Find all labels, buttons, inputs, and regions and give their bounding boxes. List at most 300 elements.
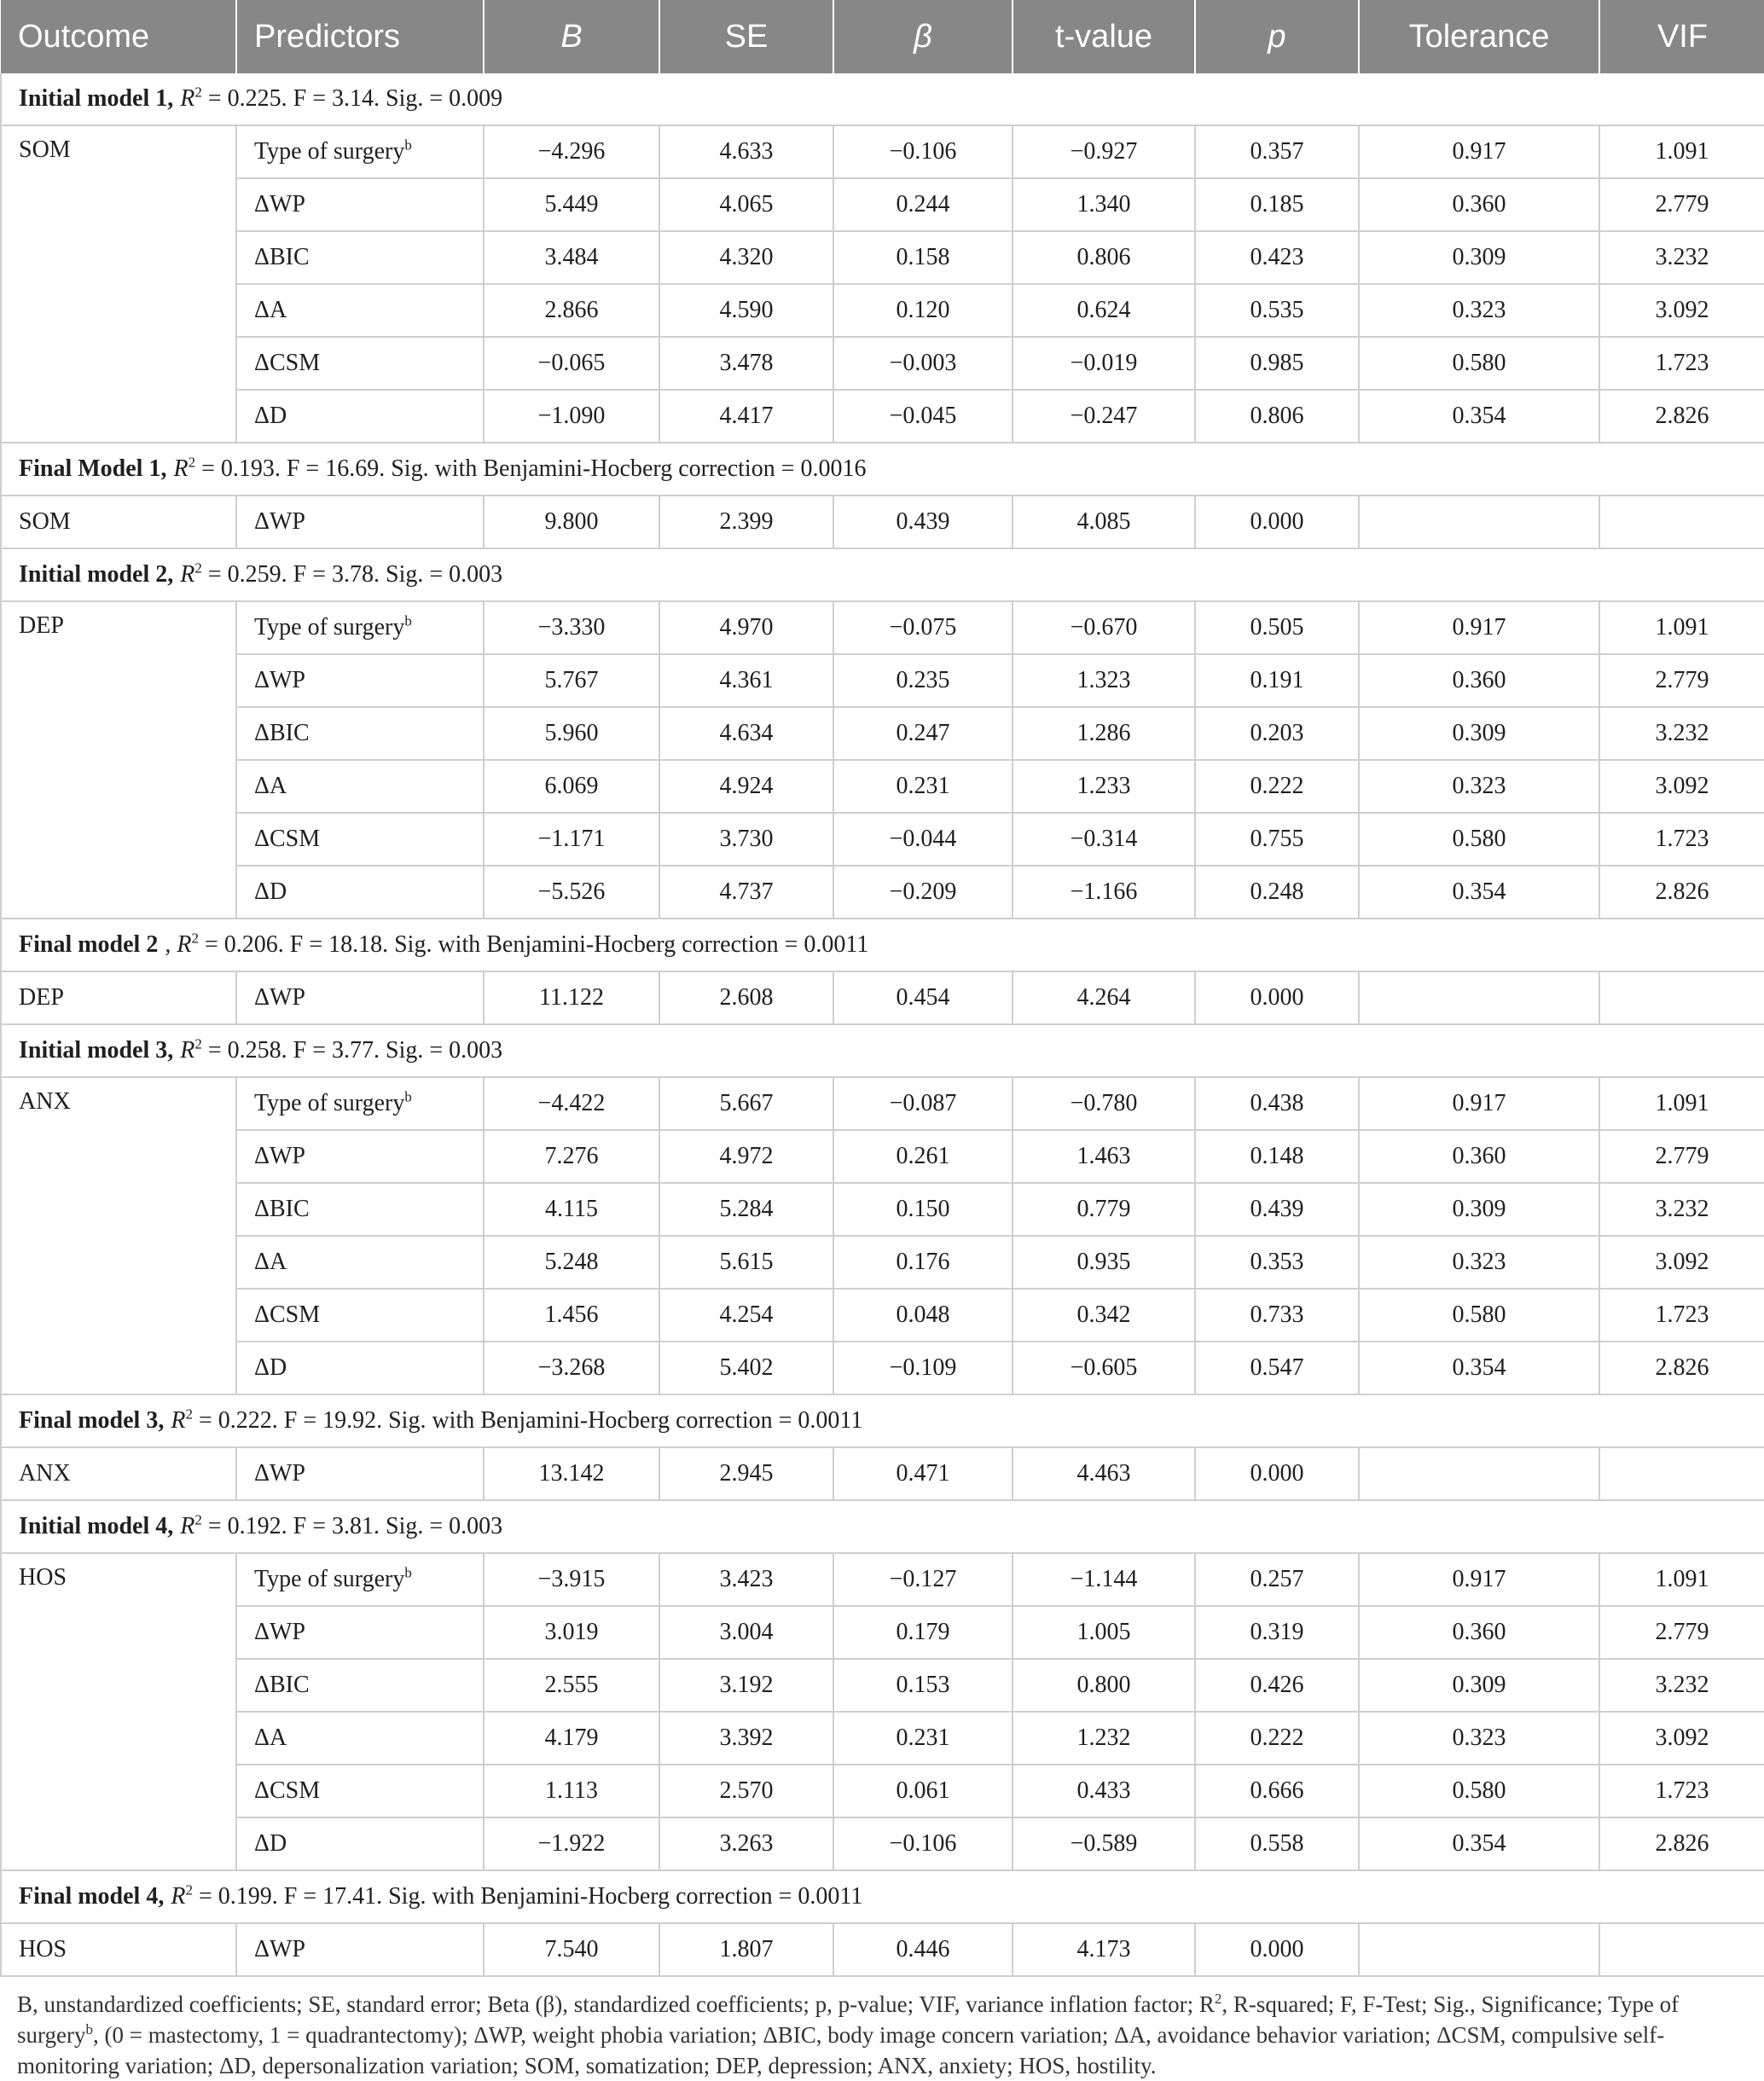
model-title-r2-label: R — [173, 455, 189, 482]
beta-value: −0.045 — [833, 390, 1013, 443]
predictor-cell — [236, 231, 484, 284]
p-value: 0.547 — [1195, 1342, 1359, 1394]
predictor-cell — [236, 1923, 484, 1976]
predictor-cell — [236, 1765, 484, 1817]
tolerance-value: 0.354 — [1359, 1817, 1599, 1870]
t-value: 1.340 — [1013, 178, 1195, 231]
table-row — [1, 284, 1764, 337]
model-title-r2-sup: 2 — [194, 1511, 202, 1528]
predictor-name: ΔBIC — [254, 1196, 310, 1222]
footnote-text-2: , R-squared; F, F-Test; Sig., Significance; Type of surgery — [17, 1991, 1680, 2048]
beta-value: −0.209 — [833, 866, 1013, 919]
beta-value: 0.179 — [833, 1606, 1013, 1659]
t-value: 4.173 — [1013, 1923, 1195, 1976]
p-value: 0.000 — [1195, 1923, 1359, 1976]
table-row — [1, 813, 1764, 866]
table-row — [1, 1236, 1764, 1289]
vif-value: 2.779 — [1599, 1606, 1764, 1659]
tolerance-value: 0.360 — [1359, 654, 1599, 707]
t-value: 0.779 — [1013, 1183, 1195, 1236]
predictor-cell — [236, 1659, 484, 1712]
tolerance-value — [1359, 1923, 1599, 1976]
model-title-r2-label: R — [180, 561, 195, 588]
outcome-cell: DEP — [1, 601, 236, 919]
b-value: 5.767 — [484, 654, 659, 707]
tolerance-value: 0.354 — [1359, 390, 1599, 443]
model-title-r2-sup: 2 — [188, 454, 196, 471]
predictor-cell — [236, 390, 484, 443]
predictor-name: Type of surgery — [254, 1566, 405, 1592]
predictor-name: ΔA — [254, 1249, 287, 1275]
table-row — [1, 1765, 1764, 1817]
se-value: 3.004 — [659, 1606, 833, 1659]
se-value: 2.608 — [659, 971, 833, 1024]
model-title — [1, 1500, 1764, 1553]
p-value: 0.357 — [1195, 125, 1359, 178]
col-header-tolerance: Tolerance — [1359, 0, 1599, 73]
b-value: 5.248 — [484, 1236, 659, 1289]
se-value: 4.361 — [659, 654, 833, 707]
tolerance-value: 0.309 — [1359, 707, 1599, 760]
model-title — [1, 548, 1764, 601]
model-title — [1, 73, 1764, 125]
predictor-cell — [236, 813, 484, 866]
vif-value: 1.723 — [1599, 337, 1764, 390]
tolerance-value: 0.309 — [1359, 231, 1599, 284]
col-header-predictors: Predictors — [236, 0, 484, 73]
p-value: 0.423 — [1195, 231, 1359, 284]
t-value: 4.264 — [1013, 971, 1195, 1024]
predictor-name: ΔCSM — [254, 1301, 321, 1328]
beta-value: −0.109 — [833, 1342, 1013, 1394]
col-header-p: p — [1195, 0, 1359, 73]
p-value: 0.319 — [1195, 1606, 1359, 1659]
tolerance-value: 0.360 — [1359, 1606, 1599, 1659]
t-value: 1.232 — [1013, 1712, 1195, 1765]
beta-value: 0.176 — [833, 1236, 1013, 1289]
predictor-name: Type of surgery — [254, 614, 405, 641]
col-header-vif: VIF — [1599, 0, 1764, 73]
table-row — [1, 1130, 1764, 1183]
beta-value: −0.106 — [833, 1817, 1013, 1870]
predictor-name: ΔA — [254, 1725, 287, 1751]
tolerance-value: 0.323 — [1359, 284, 1599, 337]
predictor-cell — [236, 760, 484, 813]
se-value: 4.737 — [659, 866, 833, 919]
t-value: −1.144 — [1013, 1553, 1195, 1606]
section-title-row — [1, 548, 1764, 601]
se-value: 5.402 — [659, 1342, 833, 1394]
p-value: 0.257 — [1195, 1553, 1359, 1606]
b-value: −1.090 — [484, 390, 659, 443]
tolerance-value: 0.580 — [1359, 1289, 1599, 1342]
tolerance-value: 0.309 — [1359, 1659, 1599, 1712]
model-title — [1, 1394, 1764, 1447]
tolerance-value: 0.917 — [1359, 601, 1599, 654]
model-title-r2-sup: 2 — [194, 1035, 202, 1052]
predictor-cell — [236, 1606, 484, 1659]
table-row — [1, 601, 1764, 654]
outcome-cell: HOS — [1, 1923, 236, 1976]
p-value: 0.222 — [1195, 1712, 1359, 1765]
table-body — [1, 73, 1764, 1976]
p-value: 0.185 — [1195, 178, 1359, 231]
table-row — [1, 337, 1764, 390]
vif-value — [1599, 1923, 1764, 1976]
b-value: 1.113 — [484, 1765, 659, 1817]
b-value: −4.296 — [484, 125, 659, 178]
model-title — [1, 1870, 1764, 1923]
b-value: 5.449 — [484, 178, 659, 231]
p-value: 0.439 — [1195, 1183, 1359, 1236]
model-title-stats: = 0.192. F = 3.81. Sig. = 0.003 — [201, 1513, 503, 1539]
se-value: 5.284 — [659, 1183, 833, 1236]
predictor-name: ΔWP — [254, 1460, 306, 1487]
tolerance-value: 0.917 — [1359, 1553, 1599, 1606]
tolerance-value: 0.354 — [1359, 1342, 1599, 1394]
model-title-r2-sup: 2 — [185, 1406, 193, 1423]
predictor-name: ΔCSM — [254, 1777, 321, 1804]
vif-value: 1.723 — [1599, 1765, 1764, 1817]
t-value: 0.800 — [1013, 1659, 1195, 1712]
model-title-stats: = 0.222. F = 19.92. Sig. with Benjamini-Hocberg correction = 0.0011 — [192, 1407, 863, 1434]
vif-value: 2.826 — [1599, 866, 1764, 919]
t-value: −1.166 — [1013, 866, 1195, 919]
table-row — [1, 1342, 1764, 1394]
b-value: 2.555 — [484, 1659, 659, 1712]
beta-value: 0.244 — [833, 178, 1013, 231]
t-value: 1.005 — [1013, 1606, 1195, 1659]
beta-value: 0.454 — [833, 971, 1013, 1024]
predictor-name: ΔA — [254, 297, 287, 323]
t-value: 0.624 — [1013, 284, 1195, 337]
vif-value: 1.091 — [1599, 601, 1764, 654]
predictor-name: ΔCSM — [254, 350, 321, 376]
beta-value: 0.235 — [833, 654, 1013, 707]
predictor-name: ΔWP — [254, 984, 306, 1011]
predictor-cell — [236, 1130, 484, 1183]
tolerance-value: 0.360 — [1359, 178, 1599, 231]
se-value: 4.254 — [659, 1289, 833, 1342]
se-value: 4.065 — [659, 178, 833, 231]
b-value: 7.540 — [484, 1923, 659, 1976]
t-value: 4.085 — [1013, 496, 1195, 548]
se-value: 4.970 — [659, 601, 833, 654]
predictor-cell — [236, 1183, 484, 1236]
b-value: −3.330 — [484, 601, 659, 654]
model-title-r2-sup: 2 — [194, 84, 202, 101]
model-title-bold: Final Model 1, — [19, 455, 167, 482]
table-row — [1, 125, 1764, 178]
predictor-name: ΔWP — [254, 508, 306, 535]
se-value: 3.478 — [659, 337, 833, 390]
tolerance-value: 0.309 — [1359, 1183, 1599, 1236]
se-value: 3.192 — [659, 1659, 833, 1712]
beta-value: 0.471 — [833, 1447, 1013, 1500]
se-value: 4.633 — [659, 125, 833, 178]
p-value: 0.755 — [1195, 813, 1359, 866]
b-value: 5.960 — [484, 707, 659, 760]
section-title-row — [1, 1394, 1764, 1447]
beta-value: 0.061 — [833, 1765, 1013, 1817]
se-value: 4.972 — [659, 1130, 833, 1183]
vif-value: 1.723 — [1599, 1289, 1764, 1342]
predictor-cell — [236, 178, 484, 231]
table-header — [1, 0, 1764, 73]
b-value: −3.268 — [484, 1342, 659, 1394]
t-value: 0.342 — [1013, 1289, 1195, 1342]
predictor-name: ΔBIC — [254, 244, 310, 270]
vif-value: 3.092 — [1599, 284, 1764, 337]
outcome-cell: HOS — [1, 1553, 236, 1870]
beta-value: 0.261 — [833, 1130, 1013, 1183]
table-row — [1, 1553, 1764, 1606]
b-value: 6.069 — [484, 760, 659, 813]
vif-value — [1599, 1447, 1764, 1500]
t-value: 0.433 — [1013, 1765, 1195, 1817]
beta-value: 0.446 — [833, 1923, 1013, 1976]
predictor-cell — [236, 1553, 484, 1606]
p-value: 0.505 — [1195, 601, 1359, 654]
table-row — [1, 707, 1764, 760]
p-value: 0.806 — [1195, 390, 1359, 443]
predictor-cell — [236, 654, 484, 707]
beta-value: −0.044 — [833, 813, 1013, 866]
p-value: 0.000 — [1195, 971, 1359, 1024]
model-title-bold: Initial model 1, — [19, 85, 174, 112]
vif-value: 3.232 — [1599, 231, 1764, 284]
predictor-cell — [236, 496, 484, 548]
predictor-name: ΔBIC — [254, 1672, 310, 1698]
table-row — [1, 1183, 1764, 1236]
predictor-name: ΔD — [254, 1354, 287, 1381]
se-value: 1.807 — [659, 1923, 833, 1976]
p-value: 0.558 — [1195, 1817, 1359, 1870]
model-title — [1, 1024, 1764, 1077]
table-row — [1, 654, 1764, 707]
vif-value: 3.232 — [1599, 707, 1764, 760]
vif-value — [1599, 496, 1764, 548]
predictor-name: ΔBIC — [254, 720, 310, 746]
beta-value: 0.120 — [833, 284, 1013, 337]
table-row — [1, 178, 1764, 231]
predictor-cell — [236, 866, 484, 919]
t-value: 1.463 — [1013, 1130, 1195, 1183]
se-value: 4.590 — [659, 284, 833, 337]
b-value: −3.915 — [484, 1553, 659, 1606]
p-value: 0.148 — [1195, 1130, 1359, 1183]
predictor-name: ΔD — [254, 403, 287, 429]
model-title-stats: = 0.258. F = 3.77. Sig. = 0.003 — [201, 1037, 503, 1064]
t-value: −0.605 — [1013, 1342, 1195, 1394]
model-title-r2-sup: 2 — [191, 930, 199, 947]
section-title-row — [1, 73, 1764, 125]
predictor-name: ΔWP — [254, 1143, 306, 1169]
col-header-b: B — [484, 0, 659, 73]
beta-value: −0.003 — [833, 337, 1013, 390]
model-title-r2-sup: 2 — [185, 1881, 193, 1898]
p-value: 0.438 — [1195, 1077, 1359, 1130]
table-row — [1, 1817, 1764, 1870]
vif-value: 3.232 — [1599, 1659, 1764, 1712]
b-value: 7.276 — [484, 1130, 659, 1183]
model-title — [1, 919, 1764, 971]
predictor-cell — [236, 1447, 484, 1500]
t-value: 0.806 — [1013, 231, 1195, 284]
beta-value: −0.127 — [833, 1553, 1013, 1606]
beta-value: −0.087 — [833, 1077, 1013, 1130]
se-value: 2.399 — [659, 496, 833, 548]
predictor-name: Type of surgery — [254, 1090, 405, 1116]
beta-value: 0.153 — [833, 1659, 1013, 1712]
section-title-row — [1, 919, 1764, 971]
t-value: 1.286 — [1013, 707, 1195, 760]
outcome-cell: SOM — [1, 496, 236, 548]
vif-value: 2.779 — [1599, 178, 1764, 231]
table-row — [1, 1077, 1764, 1130]
beta-value: 0.247 — [833, 707, 1013, 760]
b-value: 4.179 — [484, 1712, 659, 1765]
tolerance-value: 0.580 — [1359, 1765, 1599, 1817]
table-row — [1, 1606, 1764, 1659]
predictor-cell — [236, 1712, 484, 1765]
model-title-r2-label: R — [180, 85, 195, 112]
vif-value: 1.091 — [1599, 1077, 1764, 1130]
p-value: 0.733 — [1195, 1289, 1359, 1342]
vif-value: 1.091 — [1599, 1553, 1764, 1606]
t-value: −0.314 — [1013, 813, 1195, 866]
b-value: −1.171 — [484, 813, 659, 866]
col-header-t-value: t-value — [1013, 0, 1195, 73]
p-value: 0.248 — [1195, 866, 1359, 919]
p-value: 0.666 — [1195, 1765, 1359, 1817]
predictor-sup: b — [404, 136, 412, 154]
table-row — [1, 1712, 1764, 1765]
table-footnote — [0, 1977, 1764, 2081]
se-value: 4.320 — [659, 231, 833, 284]
model-title-r2-sup: 2 — [194, 559, 202, 577]
b-value: 1.456 — [484, 1289, 659, 1342]
predictor-name: ΔCSM — [254, 826, 321, 852]
p-value: 0.000 — [1195, 496, 1359, 548]
p-value: 0.985 — [1195, 337, 1359, 390]
model-title-r2-label: R — [171, 1883, 186, 1910]
p-value: 0.203 — [1195, 707, 1359, 760]
predictor-cell — [236, 1342, 484, 1394]
table-row — [1, 1289, 1764, 1342]
model-title-stats: = 0.259. F = 3.78. Sig. = 0.003 — [201, 561, 503, 588]
p-value: 0.000 — [1195, 1447, 1359, 1500]
table-row — [1, 1659, 1764, 1712]
beta-value: 0.158 — [833, 231, 1013, 284]
predictor-name: ΔA — [254, 773, 287, 799]
predictor-sup: b — [404, 1088, 412, 1105]
b-value: −0.065 — [484, 337, 659, 390]
vif-value: 1.091 — [1599, 125, 1764, 178]
model-title-bold: Final model 4, — [19, 1883, 165, 1910]
col-header-beta: β — [833, 0, 1013, 73]
vif-value: 2.779 — [1599, 1130, 1764, 1183]
table-row — [1, 496, 1764, 548]
predictor-sup: b — [404, 612, 412, 629]
se-value: 3.423 — [659, 1553, 833, 1606]
section-title-row — [1, 443, 1764, 496]
predictor-cell — [236, 1236, 484, 1289]
se-value: 4.417 — [659, 390, 833, 443]
tolerance-value: 0.917 — [1359, 125, 1599, 178]
table-row — [1, 390, 1764, 443]
table-row — [1, 760, 1764, 813]
model-title-bold: Initial model 4, — [19, 1513, 174, 1539]
se-value: 4.924 — [659, 760, 833, 813]
tolerance-value — [1359, 971, 1599, 1024]
tolerance-value — [1359, 1447, 1599, 1500]
section-title-row — [1, 1024, 1764, 1077]
t-value: −0.589 — [1013, 1817, 1195, 1870]
b-value: −1.922 — [484, 1817, 659, 1870]
p-value: 0.426 — [1195, 1659, 1359, 1712]
model-title-stats: = 0.199. F = 17.41. Sig. with Benjamini-Hocberg correction = 0.0011 — [192, 1883, 863, 1910]
b-value: −4.422 — [484, 1077, 659, 1130]
model-title-stats: = 0.206. F = 18.18. Sig. with Benjamini-Hocberg correction = 0.0011 — [198, 931, 869, 958]
predictor-name: Type of surgery — [254, 138, 405, 165]
col-header-outcome: Outcome — [1, 0, 236, 73]
vif-value: 2.826 — [1599, 1817, 1764, 1870]
tolerance-value: 0.580 — [1359, 813, 1599, 866]
vif-value: 2.826 — [1599, 1342, 1764, 1394]
outcome-cell: ANX — [1, 1447, 236, 1500]
footnote-sup-2: b — [85, 2021, 93, 2038]
table-row — [1, 1923, 1764, 1976]
p-value: 0.222 — [1195, 760, 1359, 813]
se-value: 5.615 — [659, 1236, 833, 1289]
model-title-r2-label: , R — [165, 931, 192, 958]
vif-value: 3.092 — [1599, 1236, 1764, 1289]
predictor-name: ΔWP — [254, 1936, 306, 1962]
tolerance-value — [1359, 496, 1599, 548]
vif-value: 2.826 — [1599, 390, 1764, 443]
vif-value: 3.092 — [1599, 760, 1764, 813]
tolerance-value: 0.323 — [1359, 1712, 1599, 1765]
predictor-cell — [236, 601, 484, 654]
vif-value: 2.779 — [1599, 654, 1764, 707]
predictor-cell — [236, 125, 484, 178]
predictor-name: ΔWP — [254, 667, 306, 693]
se-value: 2.945 — [659, 1447, 833, 1500]
table-row — [1, 231, 1764, 284]
predictor-cell — [236, 1817, 484, 1870]
se-value: 3.263 — [659, 1817, 833, 1870]
beta-value: 0.231 — [833, 760, 1013, 813]
b-value: 11.122 — [484, 971, 659, 1024]
t-value: −0.247 — [1013, 390, 1195, 443]
model-title-stats: = 0.225. F = 3.14. Sig. = 0.009 — [201, 85, 503, 112]
b-value: 2.866 — [484, 284, 659, 337]
predictor-cell — [236, 707, 484, 760]
t-value: −0.927 — [1013, 125, 1195, 178]
predictor-cell — [236, 971, 484, 1024]
beta-value: 0.231 — [833, 1712, 1013, 1765]
predictor-sup: b — [404, 1564, 412, 1581]
t-value: 0.935 — [1013, 1236, 1195, 1289]
t-value: 4.463 — [1013, 1447, 1195, 1500]
predictor-name: ΔWP — [254, 191, 306, 217]
se-value: 4.634 — [659, 707, 833, 760]
tolerance-value: 0.580 — [1359, 337, 1599, 390]
tolerance-value: 0.917 — [1359, 1077, 1599, 1130]
t-value: −0.780 — [1013, 1077, 1195, 1130]
t-value: −0.019 — [1013, 337, 1195, 390]
